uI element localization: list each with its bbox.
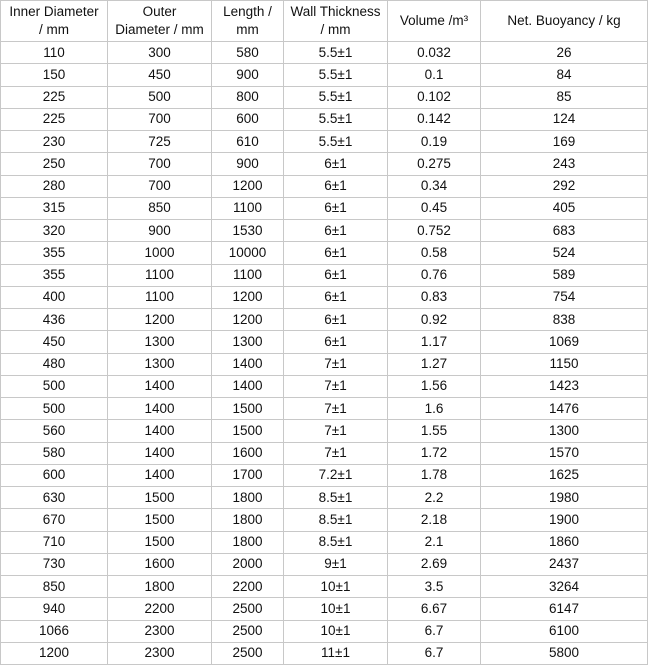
cell-inner-diameter: 250: [1, 153, 108, 175]
cell-outer-diameter: 1300: [108, 331, 212, 353]
cell-volume: 0.83: [388, 286, 481, 308]
cell-inner-diameter: 670: [1, 509, 108, 531]
cell-wall-thickness: 7±1: [284, 353, 388, 375]
cell-volume: 1.78: [388, 464, 481, 486]
cell-outer-diameter: 850: [108, 197, 212, 219]
cell-wall-thickness: 11±1: [284, 642, 388, 664]
cell-net-buoyancy: 1900: [481, 509, 648, 531]
cell-outer-diameter: 1800: [108, 576, 212, 598]
cell-inner-diameter: 1066: [1, 620, 108, 642]
cell-length: 1200: [212, 286, 284, 308]
cell-wall-thickness: 6±1: [284, 242, 388, 264]
cell-inner-diameter: 1200: [1, 642, 108, 664]
cell-outer-diameter: 2300: [108, 620, 212, 642]
cell-net-buoyancy: 1860: [481, 531, 648, 553]
header-row: [1, 1, 648, 42]
column-header-line: Net. Buoyancy / kg: [507, 13, 621, 28]
cell-wall-thickness: 7±1: [284, 398, 388, 420]
cell-volume: 6.67: [388, 598, 481, 620]
column-header-line: Wall Thickness: [290, 4, 381, 19]
cell-net-buoyancy: 26: [481, 42, 648, 64]
cell-volume: 6.7: [388, 620, 481, 642]
table-row: [1, 598, 648, 620]
cell-wall-thickness: 6±1: [284, 220, 388, 242]
cell-net-buoyancy: 838: [481, 309, 648, 331]
cell-outer-diameter: 1600: [108, 553, 212, 575]
cell-net-buoyancy: 1476: [481, 398, 648, 420]
cell-inner-diameter: 560: [1, 420, 108, 442]
cell-volume: 0.58: [388, 242, 481, 264]
cell-volume: 2.1: [388, 531, 481, 553]
cell-outer-diameter: 1100: [108, 264, 212, 286]
cell-length: 2500: [212, 642, 284, 664]
cell-net-buoyancy: 1570: [481, 442, 648, 464]
cell-outer-diameter: 900: [108, 220, 212, 242]
cell-inner-diameter: 710: [1, 531, 108, 553]
cell-outer-diameter: 1500: [108, 487, 212, 509]
cell-inner-diameter: 400: [1, 286, 108, 308]
cell-volume: 0.19: [388, 131, 481, 153]
table-row: [1, 86, 648, 108]
table-row: [1, 487, 648, 509]
cell-length: 1800: [212, 531, 284, 553]
table-row: [1, 464, 648, 486]
cell-wall-thickness: 6±1: [284, 331, 388, 353]
cell-outer-diameter: 1400: [108, 442, 212, 464]
table-row: [1, 398, 648, 420]
cell-length: 600: [212, 108, 284, 130]
cell-length: 10000: [212, 242, 284, 264]
table-header: [1, 1, 648, 42]
cell-inner-diameter: 500: [1, 375, 108, 397]
cell-outer-diameter: 1500: [108, 531, 212, 553]
table-row: [1, 509, 648, 531]
table-row: [1, 553, 648, 575]
table-row: [1, 420, 648, 442]
cell-inner-diameter: 150: [1, 64, 108, 86]
cell-wall-thickness: 6±1: [284, 153, 388, 175]
cell-length: 1300: [212, 331, 284, 353]
cell-net-buoyancy: 589: [481, 264, 648, 286]
cell-net-buoyancy: 1625: [481, 464, 648, 486]
cell-length: 610: [212, 131, 284, 153]
column-header-line: / mm: [39, 22, 69, 37]
table-row: [1, 264, 648, 286]
cell-length: 2500: [212, 598, 284, 620]
cell-inner-diameter: 450: [1, 331, 108, 353]
cell-volume: 0.34: [388, 175, 481, 197]
cell-volume: 0.142: [388, 108, 481, 130]
cell-net-buoyancy: 683: [481, 220, 648, 242]
cell-net-buoyancy: 524: [481, 242, 648, 264]
table-row: [1, 175, 648, 197]
cell-volume: 0.032: [388, 42, 481, 64]
cell-net-buoyancy: 2437: [481, 553, 648, 575]
cell-length: 580: [212, 42, 284, 64]
cell-inner-diameter: 315: [1, 197, 108, 219]
cell-outer-diameter: 1100: [108, 286, 212, 308]
cell-net-buoyancy: 754: [481, 286, 648, 308]
cell-wall-thickness: 5.5±1: [284, 64, 388, 86]
table-row: [1, 576, 648, 598]
column-header-line: Outer: [142, 4, 177, 19]
cell-net-buoyancy: 3264: [481, 576, 648, 598]
cell-length: 1500: [212, 420, 284, 442]
cell-outer-diameter: 450: [108, 64, 212, 86]
cell-wall-thickness: 10±1: [284, 576, 388, 598]
cell-length: 800: [212, 86, 284, 108]
table-row: [1, 642, 648, 664]
table-row: [1, 197, 648, 219]
table-row: [1, 242, 648, 264]
cell-inner-diameter: 500: [1, 398, 108, 420]
cell-inner-diameter: 580: [1, 442, 108, 464]
cell-length: 1800: [212, 509, 284, 531]
cell-inner-diameter: 730: [1, 553, 108, 575]
cell-wall-thickness: 5.5±1: [284, 108, 388, 130]
table-row: [1, 131, 648, 153]
cell-inner-diameter: 355: [1, 264, 108, 286]
column-header-length: [212, 1, 284, 42]
column-header-line: Volume /m³: [399, 13, 469, 28]
cell-inner-diameter: 436: [1, 309, 108, 331]
cell-volume: 0.102: [388, 86, 481, 108]
column-header-inner-diameter: [1, 1, 108, 42]
cell-volume: 6.7: [388, 642, 481, 664]
cell-net-buoyancy: 1980: [481, 487, 648, 509]
cell-net-buoyancy: 1150: [481, 353, 648, 375]
cell-outer-diameter: 500: [108, 86, 212, 108]
cell-wall-thickness: 8.5±1: [284, 531, 388, 553]
cell-outer-diameter: 1400: [108, 464, 212, 486]
cell-wall-thickness: 10±1: [284, 620, 388, 642]
cell-volume: 0.275: [388, 153, 481, 175]
cell-outer-diameter: 700: [108, 175, 212, 197]
cell-wall-thickness: 5.5±1: [284, 42, 388, 64]
cell-inner-diameter: 600: [1, 464, 108, 486]
cell-volume: 1.55: [388, 420, 481, 442]
cell-outer-diameter: 725: [108, 131, 212, 153]
column-header-line: Inner Diameter: [9, 4, 99, 19]
cell-net-buoyancy: 243: [481, 153, 648, 175]
table-row: [1, 331, 648, 353]
cell-net-buoyancy: 5800: [481, 642, 648, 664]
table-row: [1, 153, 648, 175]
cell-length: 1530: [212, 220, 284, 242]
cell-wall-thickness: 5.5±1: [284, 86, 388, 108]
cell-volume: 2.69: [388, 553, 481, 575]
cell-net-buoyancy: 1300: [481, 420, 648, 442]
cell-wall-thickness: 6±1: [284, 197, 388, 219]
column-header-line: mm: [236, 22, 259, 37]
cell-wall-thickness: 6±1: [284, 286, 388, 308]
cell-outer-diameter: 1000: [108, 242, 212, 264]
cell-outer-diameter: 1400: [108, 398, 212, 420]
table-row: [1, 442, 648, 464]
table-row: [1, 620, 648, 642]
cell-net-buoyancy: 84: [481, 64, 648, 86]
cell-volume: 3.5: [388, 576, 481, 598]
cell-net-buoyancy: 124: [481, 108, 648, 130]
cell-wall-thickness: 6±1: [284, 309, 388, 331]
cell-outer-diameter: 1400: [108, 420, 212, 442]
table-row: [1, 375, 648, 397]
cell-volume: 1.27: [388, 353, 481, 375]
cell-volume: 0.1: [388, 64, 481, 86]
cell-outer-diameter: 2200: [108, 598, 212, 620]
column-header-line: / mm: [320, 22, 351, 37]
cell-length: 2000: [212, 553, 284, 575]
cell-length: 1600: [212, 442, 284, 464]
table-body: [1, 42, 648, 665]
cell-length: 1700: [212, 464, 284, 486]
table-row: [1, 108, 648, 130]
cell-inner-diameter: 940: [1, 598, 108, 620]
column-header-line: Diameter / mm: [115, 22, 204, 37]
cell-inner-diameter: 225: [1, 108, 108, 130]
table-row: [1, 286, 648, 308]
cell-volume: 2.2: [388, 487, 481, 509]
cell-outer-diameter: 700: [108, 153, 212, 175]
cell-net-buoyancy: 292: [481, 175, 648, 197]
cell-length: 1200: [212, 175, 284, 197]
cell-length: 1100: [212, 264, 284, 286]
cell-outer-diameter: 300: [108, 42, 212, 64]
cell-net-buoyancy: 1069: [481, 331, 648, 353]
cell-inner-diameter: 480: [1, 353, 108, 375]
cell-outer-diameter: 1500: [108, 509, 212, 531]
cell-wall-thickness: 6±1: [284, 175, 388, 197]
cell-net-buoyancy: 6147: [481, 598, 648, 620]
table-row: [1, 64, 648, 86]
cell-inner-diameter: 225: [1, 86, 108, 108]
cell-wall-thickness: 6±1: [284, 264, 388, 286]
column-header-line: Length /: [223, 4, 272, 19]
cell-wall-thickness: 5.5±1: [284, 131, 388, 153]
cell-length: 1400: [212, 375, 284, 397]
cell-wall-thickness: 7.2±1: [284, 464, 388, 486]
cell-length: 2200: [212, 576, 284, 598]
cell-inner-diameter: 110: [1, 42, 108, 64]
column-header-outer-diameter: [108, 1, 212, 42]
table-row: [1, 353, 648, 375]
table-row: [1, 42, 648, 64]
cell-outer-diameter: 1300: [108, 353, 212, 375]
cell-wall-thickness: 7±1: [284, 375, 388, 397]
cell-wall-thickness: 7±1: [284, 420, 388, 442]
cell-wall-thickness: 10±1: [284, 598, 388, 620]
table-row: [1, 309, 648, 331]
cell-volume: 0.45: [388, 197, 481, 219]
cell-wall-thickness: 8.5±1: [284, 487, 388, 509]
cell-length: 1500: [212, 398, 284, 420]
cell-net-buoyancy: 169: [481, 131, 648, 153]
cell-length: 900: [212, 64, 284, 86]
cell-net-buoyancy: 6100: [481, 620, 648, 642]
cell-wall-thickness: 9±1: [284, 553, 388, 575]
cell-volume: 1.17: [388, 331, 481, 353]
table-row: [1, 220, 648, 242]
cell-net-buoyancy: 85: [481, 86, 648, 108]
cell-net-buoyancy: 1423: [481, 375, 648, 397]
cell-inner-diameter: 320: [1, 220, 108, 242]
column-header-volume: [388, 1, 481, 42]
column-header-net-buoyancy: [481, 1, 648, 42]
cell-volume: 0.92: [388, 309, 481, 331]
cell-volume: 2.18: [388, 509, 481, 531]
cell-inner-diameter: 630: [1, 487, 108, 509]
cell-outer-diameter: 2300: [108, 642, 212, 664]
cell-outer-diameter: 700: [108, 108, 212, 130]
cell-wall-thickness: 7±1: [284, 442, 388, 464]
cell-length: 1400: [212, 353, 284, 375]
cell-outer-diameter: 1400: [108, 375, 212, 397]
cell-volume: 1.6: [388, 398, 481, 420]
cell-length: 1100: [212, 197, 284, 219]
cell-inner-diameter: 230: [1, 131, 108, 153]
table-row: [1, 531, 648, 553]
cell-length: 1800: [212, 487, 284, 509]
cell-inner-diameter: 280: [1, 175, 108, 197]
cell-outer-diameter: 1200: [108, 309, 212, 331]
cell-length: 1200: [212, 309, 284, 331]
column-header-wall-thickness: [284, 1, 388, 42]
cell-volume: 1.72: [388, 442, 481, 464]
cell-volume: 1.56: [388, 375, 481, 397]
cell-volume: 0.752: [388, 220, 481, 242]
cell-length: 2500: [212, 620, 284, 642]
cell-volume: 0.76: [388, 264, 481, 286]
cell-inner-diameter: 850: [1, 576, 108, 598]
cell-length: 900: [212, 153, 284, 175]
cell-inner-diameter: 355: [1, 242, 108, 264]
cell-wall-thickness: 8.5±1: [284, 509, 388, 531]
cell-net-buoyancy: 405: [481, 197, 648, 219]
